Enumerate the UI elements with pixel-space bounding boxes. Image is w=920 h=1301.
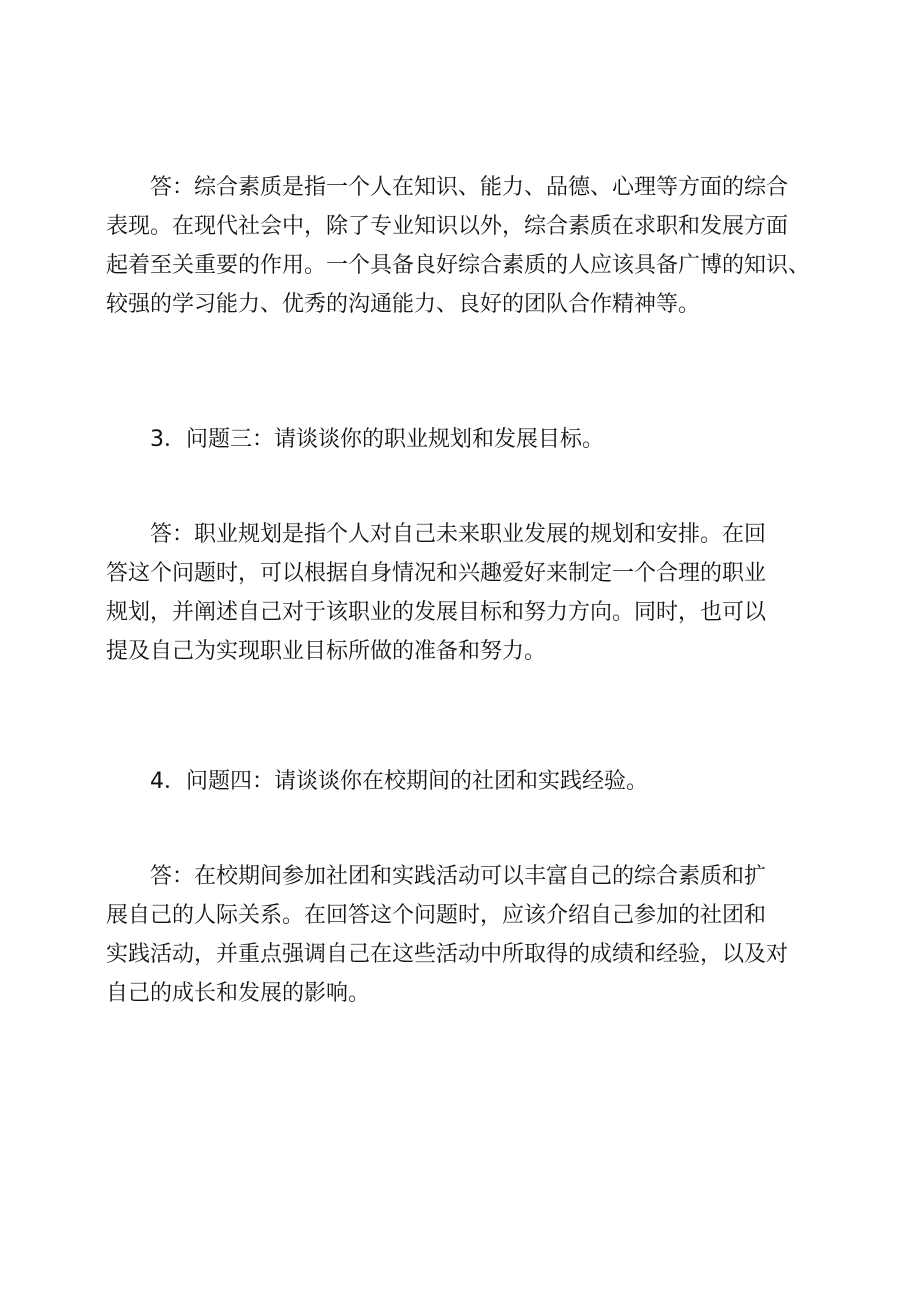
question-3-heading: 3．问题三：请谈谈你的职业规划和发展目标。 (150, 427, 604, 452)
answer-4-line-1: 答：在校期间参加社团和实践活动可以丰富自己的综合素质和扩 (150, 864, 767, 889)
answer-paragraph-2 (106, 168, 826, 324)
answer-2-line-2: 表现。在现代社会中，除了专业知识以外，综合素质在求职和发展方面 (106, 214, 789, 239)
question-4-heading: 4．问题四：请谈谈你在校期间的社团和实践经验。 (150, 769, 648, 794)
answer-paragraph-3 (106, 515, 826, 671)
answer-3-line-2: 答这个问题时，可以根据自身情况和兴趣爱好来制定一个合理的职业 (106, 561, 767, 586)
answer-4-line-3: 实践活动，并重点强调自己在这些活动中所取得的成绩和经验，以及对 (106, 942, 789, 967)
answer-4-line-2: 展自己的人际关系。在回答这个问题时，应该介绍自己参加的社团和 (106, 903, 767, 928)
answer-3-line-1: 答：职业规划是指个人对自己未来职业发展的规划和安排。在回 (150, 522, 767, 547)
answer-3-line-4: 提及自己为实现职业目标所做的准备和努力。 (106, 639, 547, 664)
answer-2-line-4: 较强的学习能力、优秀的沟通能力、良好的团队合作精神等。 (106, 292, 701, 317)
answer-3-line-3: 规划，并阐述自己对于该职业的发展目标和努力方向。同时，也可以 (106, 600, 767, 625)
answer-2-line-3: 起着至关重要的作用。一个具备良好综合素质的人应该具备广博的知识、 (106, 253, 811, 278)
answer-2-line-1: 答：综合素质是指一个人在知识、能力、品德、心理等方面的综合 (150, 175, 789, 200)
answer-4-line-4: 自己的成长和发展的影响。 (106, 981, 371, 1006)
answer-paragraph-4 (106, 857, 826, 1013)
